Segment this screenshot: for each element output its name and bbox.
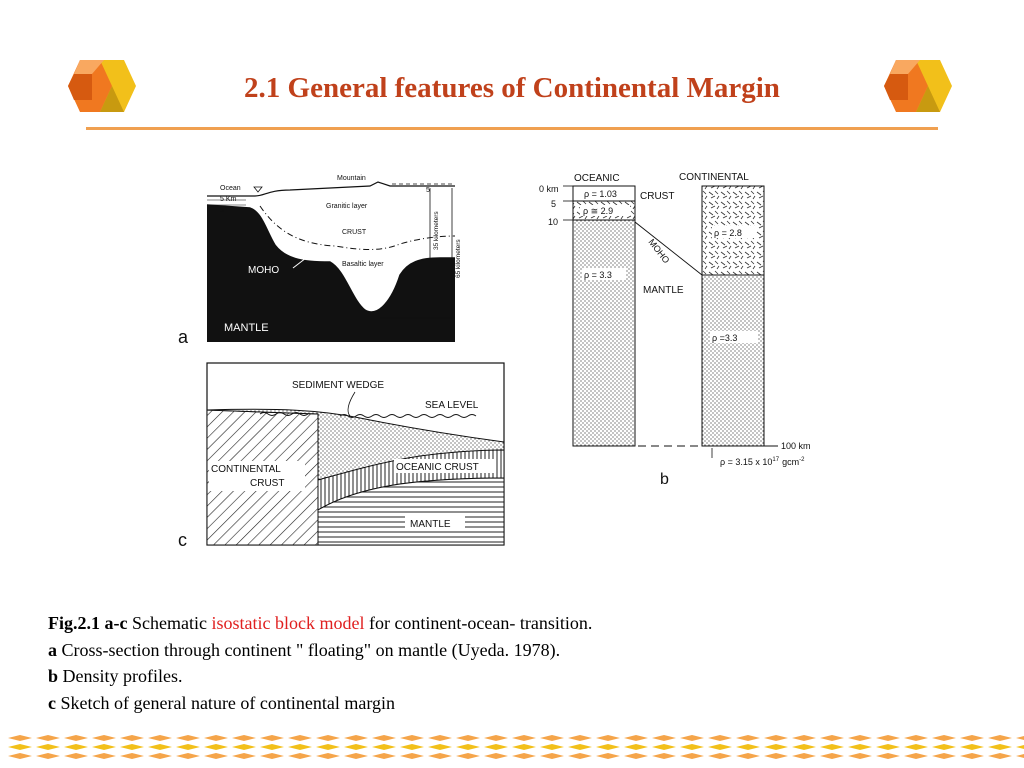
footer-diamond-icon [36, 753, 60, 759]
footer-diamond-icon [428, 735, 452, 741]
panel-letter-b: b [660, 471, 669, 488]
label-rho-water: ρ = 1.03 [584, 189, 617, 199]
label-granitic-layer: Granitic layer [326, 203, 368, 210]
footer-diamond-icon [372, 744, 396, 750]
label-rho-bottom: ρ = 3.15 x $10^{17}$ gcm$^{-2}$ [720, 457, 805, 467]
footer-diamond-icon [36, 735, 60, 741]
footer-diamond-icon [1016, 753, 1024, 759]
label-rho-ocean-mantle: ρ = 3.3 [584, 270, 612, 280]
caption-highlight: isostatic block model [211, 613, 365, 633]
footer-diamond-icon [148, 744, 172, 750]
footer-diamond-icon [288, 744, 312, 750]
footer-diamond-icon [316, 735, 340, 741]
label-oceanic: OCEANIC [574, 173, 620, 184]
footer-diamond-icon [8, 753, 32, 759]
footer-diamond-icon [988, 744, 1012, 750]
footer-diamond-icon [988, 753, 1012, 759]
panel-letter-a: a [178, 327, 189, 347]
caption-line3-text: Density profiles. [58, 666, 183, 686]
label-mantle-c: MANTLE [410, 519, 451, 530]
footer-diamond-icon [260, 735, 284, 741]
footer-diamond-icon [792, 753, 816, 759]
footer-diamond-icon [708, 744, 732, 750]
label-crust-c: CRUST [250, 478, 285, 489]
label-rho-cont-mantle: ρ =3.3 [712, 333, 738, 343]
figure-caption [48, 610, 592, 716]
footer-diamond-icon [820, 735, 844, 741]
label-rho-ocean-crust: ρ ≅ 2.9 [583, 206, 614, 216]
label-sea-level: SEA LEVEL [425, 400, 479, 411]
footer-diamond-icon [708, 753, 732, 759]
footer-diamond-icon [260, 753, 284, 759]
footer-diamond-icon [848, 744, 872, 750]
caption-line2-text: Cross-section through continent " floating" on mantle (Uyeda. 1978). [57, 639, 561, 660]
caption-line1-post: for continent-ocean- transition. [364, 613, 593, 633]
footer-diamond-icon [260, 744, 284, 750]
footer-diamond-icon [596, 735, 620, 741]
footer-diamond-icon [568, 744, 592, 750]
caption-line4-text: Sketch of general nature of continental margin [56, 692, 396, 713]
label-continental: CONTINENTAL [211, 464, 281, 475]
label-5: 5 [551, 199, 557, 209]
footer-diamond-icon [820, 753, 844, 759]
footer-diamond-icon [904, 744, 928, 750]
panel-letter-c: c [178, 530, 187, 550]
footer-diamond-icon [904, 735, 928, 741]
label-mountain: Mountain [337, 175, 366, 182]
label-crust-a: CRUST [342, 229, 367, 236]
footer-diamond-icon [232, 744, 256, 750]
label-moho-a: MOHO [248, 265, 280, 276]
caption-key-b: b [48, 666, 59, 686]
footer-diamond-icon [512, 735, 536, 741]
footer-diamond-icon [92, 735, 116, 741]
footer-diamond-icon [204, 735, 228, 741]
footer-diamond-icon [848, 753, 872, 759]
footer-diamond-icon [176, 735, 200, 741]
caption-line-2 [48, 637, 592, 664]
footer-diamond-icon [372, 735, 396, 741]
footer-diamond-icon [120, 735, 144, 741]
footer-diamond-icon [344, 744, 368, 750]
footer-diamond-icon [344, 753, 368, 759]
label-65km: 65 kilometers [455, 239, 462, 278]
footer-diamond-icon [652, 753, 676, 759]
footer-diamond-icon [428, 744, 452, 750]
panel-b-density-profiles [539, 172, 811, 488]
footer-diamond-icon [932, 744, 956, 750]
slide-title: 2.1 General features of Continental Margin [244, 72, 780, 104]
footer-diamond-icon [540, 744, 564, 750]
footer-diamond-icon [820, 744, 844, 750]
footer-diamond-icon [484, 744, 508, 750]
footer-diamond-icon [848, 735, 872, 741]
footer-diamond-icon [372, 753, 396, 759]
footer-diamond-icon [764, 744, 788, 750]
footer-diamond-icon [176, 753, 200, 759]
footer-diamond-icon [400, 753, 424, 759]
footer-diamond-icon [8, 735, 32, 741]
footer-diamond-icon [960, 744, 984, 750]
footer-diamond-icon [64, 753, 88, 759]
caption-line-4 [48, 690, 592, 717]
footer-diamond-icon [624, 735, 648, 741]
footer-diamond-icon [932, 753, 956, 759]
panel-a-cross-section [178, 175, 462, 347]
caption-line1-pre: Schematic [127, 613, 212, 633]
footer-diamond-icon [64, 735, 88, 741]
footer-diamond-icon [316, 753, 340, 759]
footer-diamond-icon [232, 753, 256, 759]
footer-diamond-icon [792, 735, 816, 741]
footer-diamond-icon [960, 753, 984, 759]
label-0km: 0 km [539, 184, 559, 194]
footer-diamond-icon [120, 744, 144, 750]
footer-diamond-icon [400, 735, 424, 741]
label-moho-b: MOHO [646, 237, 672, 266]
footer-diamond-icon [456, 744, 480, 750]
label-ocean: Ocean [220, 185, 241, 192]
footer-diamond-icon [316, 744, 340, 750]
label-mantle-b: MANTLE [643, 285, 684, 296]
caption-fig-id: Fig.2.1 a-c [48, 613, 128, 633]
footer-diamond-icon [484, 753, 508, 759]
footer-diamond-icon [988, 735, 1012, 741]
footer-diamond-icon [876, 735, 900, 741]
footer-diamond-icon [932, 735, 956, 741]
caption-key-a: a [48, 639, 57, 660]
footer-diamond-icon [148, 735, 172, 741]
label-5-left: 5 [220, 207, 224, 214]
footer-diamond-icon [680, 744, 704, 750]
footer-decorative-band [0, 734, 1024, 762]
footer-diamond-icon [680, 753, 704, 759]
footer-diamond-icon [652, 744, 676, 750]
footer-diamond-icon [736, 735, 760, 741]
footer-diamond-icon [596, 744, 620, 750]
footer-diamond-icon [512, 753, 536, 759]
footer-diamond-icon [736, 753, 760, 759]
footer-diamond-icon [764, 753, 788, 759]
footer-diamond-icon [708, 735, 732, 741]
label-100km: 100 km [781, 441, 811, 451]
label-35km: 35 kilometers [433, 211, 440, 250]
footer-diamond-icon [512, 744, 536, 750]
footer-diamond-icon [36, 744, 60, 750]
footer-diamond-icon [596, 753, 620, 759]
label-sediment-wedge: SEDIMENT WEDGE [292, 380, 385, 391]
label-5-right: 5 [426, 187, 430, 194]
footer-diamond-icon [288, 735, 312, 741]
footer-diamond-icon [148, 753, 172, 759]
footer-diamond-icon [64, 744, 88, 750]
footer-diamond-icon [176, 744, 200, 750]
footer-diamond-icon [456, 753, 480, 759]
footer-diamond-icon [344, 735, 368, 741]
caption-line-3 [48, 663, 592, 690]
footer-diamond-icon [456, 735, 480, 741]
panel-c-margin-sketch [178, 363, 504, 550]
footer-diamond-icon [904, 753, 928, 759]
footer-diamond-icon [876, 744, 900, 750]
footer-diamond-icon [204, 753, 228, 759]
footer-diamond-icon [232, 735, 256, 741]
footer-diamond-icon [484, 735, 508, 741]
footer-diamond-icon [400, 744, 424, 750]
footer-diamond-icon [960, 735, 984, 741]
footer-diamond-icon [624, 744, 648, 750]
caption-key-c: c [48, 692, 56, 713]
label-crust-b: CRUST [640, 191, 675, 202]
footer-diamond-icon [428, 753, 452, 759]
footer-diamond-icon [764, 735, 788, 741]
label-basaltic-layer: Basaltic layer [342, 261, 384, 268]
footer-diamond-icon [680, 735, 704, 741]
footer-diamond-icon [1016, 735, 1024, 741]
footer-diamond-icon [792, 744, 816, 750]
label-continental-b: CONTINENTAL [679, 172, 749, 183]
label-mantle-a: MANTLE [224, 322, 269, 334]
footer-diamond-icon [568, 735, 592, 741]
footer-diamond-icon [624, 753, 648, 759]
footer-diamond-icon [120, 753, 144, 759]
footer-diamond-icon [540, 735, 564, 741]
footer-diamond-icon [92, 753, 116, 759]
label-rho-cont-crust: ρ = 2.8 [714, 228, 742, 238]
footer-diamond-icon [92, 744, 116, 750]
label-5km: 5 Km [220, 196, 237, 203]
label-10: 10 [548, 217, 559, 227]
footer-diamond-icon [568, 753, 592, 759]
footer-diamond-icon [1016, 744, 1024, 750]
footer-diamond-icon [8, 744, 32, 750]
footer-diamond-icon [288, 753, 312, 759]
footer-diamond-icon [540, 753, 564, 759]
footer-diamond-icon [652, 735, 676, 741]
footer-diamond-icon [736, 744, 760, 750]
footer-diamond-icon [204, 744, 228, 750]
label-oceanic-crust: OCEANIC CRUST [396, 462, 479, 473]
caption-line-1 [48, 610, 592, 637]
footer-diamond-icon [876, 753, 900, 759]
